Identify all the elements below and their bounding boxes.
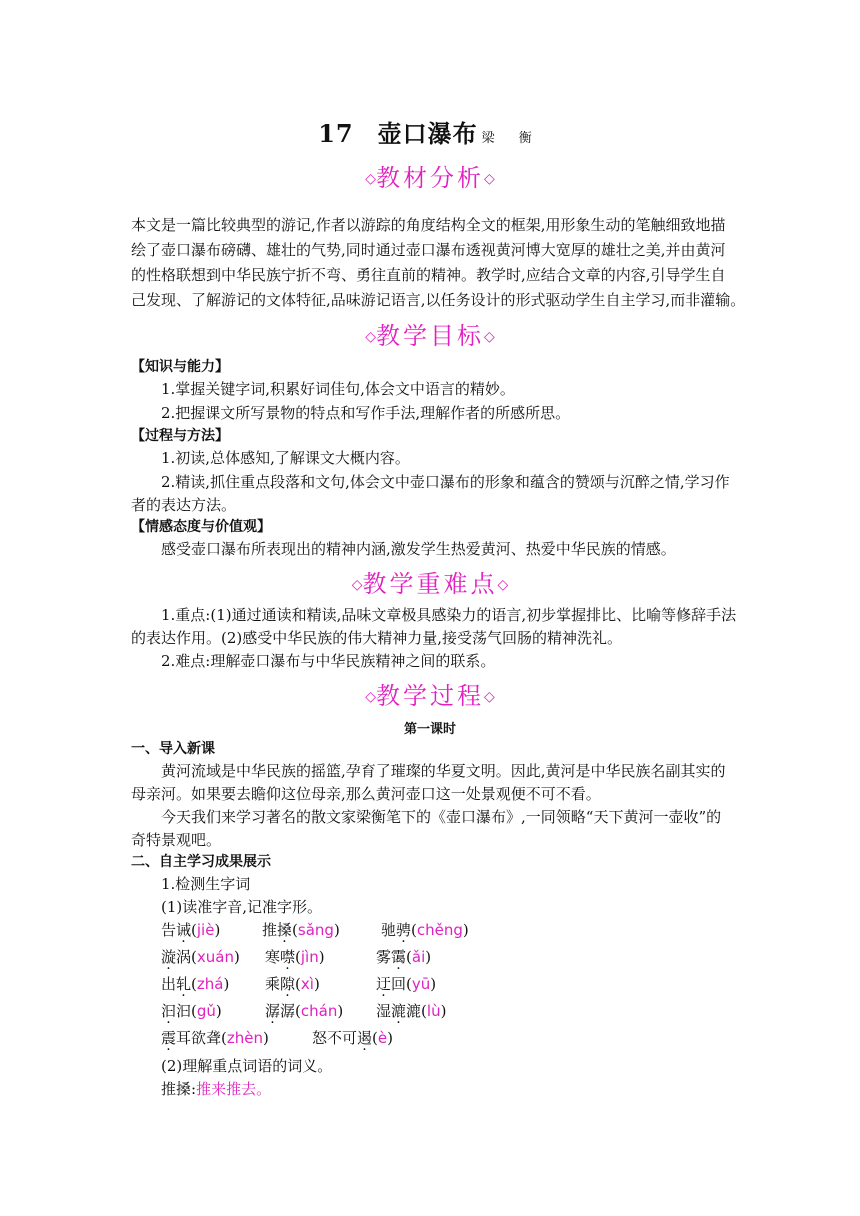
vocab-dotted-char: 诫 xyxy=(176,921,192,939)
vocab-dotted-char: 遏 xyxy=(357,1029,373,1047)
vocab-text: 回 xyxy=(391,975,407,993)
vocab-item: 雾霭(ǎi) xyxy=(376,948,432,966)
step-text: 今天我们来学习著名的散文家梁衡笔下的《壶口瀑布》,一同领略“天下黄河一壶收”的 xyxy=(161,808,722,826)
vocab-pinyin: chán xyxy=(300,1002,338,1020)
diamond-icon: ◇ xyxy=(497,577,509,593)
definition-answer: 推来推去。 xyxy=(196,1080,272,1098)
vocab-item: 湿漉漉(lù) xyxy=(376,1002,447,1020)
vocab-dotted-char: 搡 xyxy=(277,921,293,939)
vocab-item: 汩汩(gǔ) xyxy=(161,1002,222,1020)
diamond-icon: ◇ xyxy=(365,329,376,345)
vocab-dotted-char: 轧 xyxy=(176,975,192,993)
vocab-item: 乘隙(xì) xyxy=(265,975,320,993)
vocab-pinyin: lù xyxy=(426,1002,441,1020)
goals-emotion-heading: 【情感态度与价值观】 xyxy=(131,519,271,535)
goals-process-item: 2.精读,抓住重点段落和文句,体会文中壶口瀑布的形象和蕴含的赞颂与沉醉之情,学习作 xyxy=(161,473,730,491)
lesson-title xyxy=(0,114,860,149)
vocab-text: 漉 xyxy=(406,1002,422,1020)
goals-knowledge-heading: 【知识与能力】 xyxy=(131,359,229,375)
vocab-pinyin: zhá xyxy=(196,975,224,993)
section-heading-process-text: 教学过程 xyxy=(376,682,484,710)
diamond-icon: ◇ xyxy=(365,689,376,705)
section-heading-process xyxy=(0,676,860,711)
vocab-dotted-char: 迂 xyxy=(376,975,392,993)
section-heading-goals xyxy=(0,316,860,351)
key-point-line: 2.难点:理解壶口瀑布与中华民族精神之间的联系。 xyxy=(161,652,496,670)
vocab-pinyin: yū xyxy=(411,975,431,993)
vocab-text: 涡 xyxy=(176,948,192,966)
vocab-pinyin: zhèn xyxy=(226,1029,264,1047)
vocab-text: 告 xyxy=(161,921,177,939)
section-heading-key-points-text: 教学重难点 xyxy=(362,570,498,598)
analysis-line: 己发现、了解游记的文体特征,品味游记语言,以任务设计的形式驱动学生自主学习,而非灌输。 xyxy=(131,291,746,309)
vocab-dotted-char: 震 xyxy=(161,1029,177,1047)
analysis-line: 的性格联想到中华民族宁折不弯、勇往直前的精神。教学时,应结合文章的内容,引导学生自 xyxy=(131,266,726,284)
vocab-pinyin: ǎi xyxy=(411,948,426,966)
definition-term: 推搡: xyxy=(161,1080,197,1098)
vocab-text: 耳欲聋 xyxy=(176,1029,222,1047)
vocab-item: 寒噤(jìn) xyxy=(265,948,325,966)
step-subheading: 1.检测生字词 xyxy=(161,875,251,893)
step-subheading: (2)理解重点词语的词义。 xyxy=(161,1057,333,1075)
goals-knowledge-item: 1.掌握关键字词,积累好词佳句,体会文中语言的精妙。 xyxy=(161,380,515,398)
vocab-pinyin: chěng xyxy=(416,921,463,939)
vocab-item: 告诫(jiè) xyxy=(161,921,221,939)
vocab-dotted-char: 潺 xyxy=(265,1002,281,1020)
vocab-pinyin: xì xyxy=(300,975,314,993)
vocab-item: 推搡(sǎng) xyxy=(262,921,340,939)
vocab-text: 汩 xyxy=(176,1002,192,1020)
lesson-period: 第一课时 xyxy=(403,722,456,737)
step-text: 母亲河。如果要去瞻仰这位母亲,那么黄河壶口这一处景观便不可不看。 xyxy=(131,785,601,803)
vocab-item: 出轧(zhá) xyxy=(161,975,230,993)
section-heading-analysis-text: 教材分析 xyxy=(376,164,484,192)
vocab-item: 怒不可遏(è) xyxy=(312,1029,393,1047)
vocab-text: 湿 xyxy=(376,1002,392,1020)
vocab-text: 雾 xyxy=(376,948,392,966)
step-subheading: (1)读准字音,记准字形。 xyxy=(161,898,323,916)
vocab-item: 漩涡(xuán) xyxy=(161,948,240,966)
key-point-line: 1.重点:(1)通过通读和精读,品味文章极具感染力的语言,初步掌握排比、比喻等修辞手法 xyxy=(161,606,737,624)
diamond-icon: ◇ xyxy=(365,171,376,187)
vocab-item: 震耳欲聋(zhèn) xyxy=(161,1029,269,1047)
vocab-pinyin: gǔ xyxy=(196,1002,216,1020)
step-text: 黄河流域是中华民族的摇篮,孕育了璀璨的华夏文明。因此,黄河是中华民族名副其实的 xyxy=(161,762,726,780)
vocab-dotted-char: 骋 xyxy=(396,921,412,939)
vocab-pinyin: xuán xyxy=(196,948,234,966)
vocab-item: 潺潺(chán) xyxy=(265,1002,344,1020)
analysis-line: 本文是一篇比较典型的游记,作者以游踪的角度结构全文的框架,用形象生动的笔触细致地描 xyxy=(131,216,726,234)
vocab-text: 怒不可 xyxy=(312,1029,358,1047)
step-heading: 二、自主学习成果展示 xyxy=(131,854,271,870)
analysis-line: 绘了壶口瀑布磅礴、雄壮的气势,同时通过壶口瀑布透视黄河博大宽厚的雄壮之美,并由黄河 xyxy=(131,241,726,259)
goals-knowledge-item: 2.把握课文所写景物的特点和写作手法,理解作者的所感所思。 xyxy=(161,404,571,422)
vocab-item: 迂回(yū) xyxy=(376,975,437,993)
section-heading-goals-text: 教学目标 xyxy=(376,322,484,350)
diamond-icon: ◇ xyxy=(351,577,363,593)
step-text: 奇特景观吧。 xyxy=(131,831,222,849)
vocab-dotted-char: 霭 xyxy=(391,948,407,966)
goals-process-heading: 【过程与方法】 xyxy=(131,428,229,444)
vocab-dotted-char: 漩 xyxy=(161,948,177,966)
vocab-dotted-char: 汩 xyxy=(161,1002,177,1020)
vocab-text: 推 xyxy=(262,921,278,939)
step-heading: 一、导入新课 xyxy=(131,741,215,757)
section-heading-analysis xyxy=(0,158,860,193)
vocab-pinyin: jìn xyxy=(300,948,319,966)
lesson-number: 17 xyxy=(318,119,354,148)
section-heading-key-points xyxy=(0,564,860,599)
diamond-icon: ◇ xyxy=(484,689,495,705)
lesson-author: 梁 衡 xyxy=(481,131,542,146)
vocab-text: 寒 xyxy=(265,948,281,966)
vocab-item: 驰骋(chěng) xyxy=(381,921,469,939)
vocab-text: 乘 xyxy=(265,975,281,993)
diamond-icon: ◇ xyxy=(484,329,495,345)
vocab-text: 驰 xyxy=(381,921,397,939)
key-point-line: 的表达作用。(2)感受中华民族的伟大精神力量,接受荡气回肠的精神洗礼。 xyxy=(131,629,623,647)
definition-line xyxy=(161,1078,271,1100)
vocab-text: 出 xyxy=(161,975,177,993)
vocab-text: 潺 xyxy=(280,1002,296,1020)
vocab-dotted-char: 漉 xyxy=(391,1002,407,1020)
diamond-icon: ◇ xyxy=(484,171,495,187)
vocab-pinyin: jiè xyxy=(196,921,215,939)
vocab-dotted-char: 隙 xyxy=(280,975,296,993)
goals-emotion-item: 感受壶口瀑布所表现出的精神内涵,激发学生热爱黄河、热爱中华民族的情感。 xyxy=(161,540,676,558)
goals-process-item-cont: 者的表达方法。 xyxy=(131,496,237,514)
goals-process-item: 1.初读,总体感知,了解课文大概内容。 xyxy=(161,449,410,467)
vocab-pinyin: è xyxy=(377,1029,388,1047)
vocab-pinyin: sǎng xyxy=(297,921,334,939)
lesson-title-text: 壶口瀑布 xyxy=(377,119,478,148)
vocab-dotted-char: 噤 xyxy=(280,948,296,966)
